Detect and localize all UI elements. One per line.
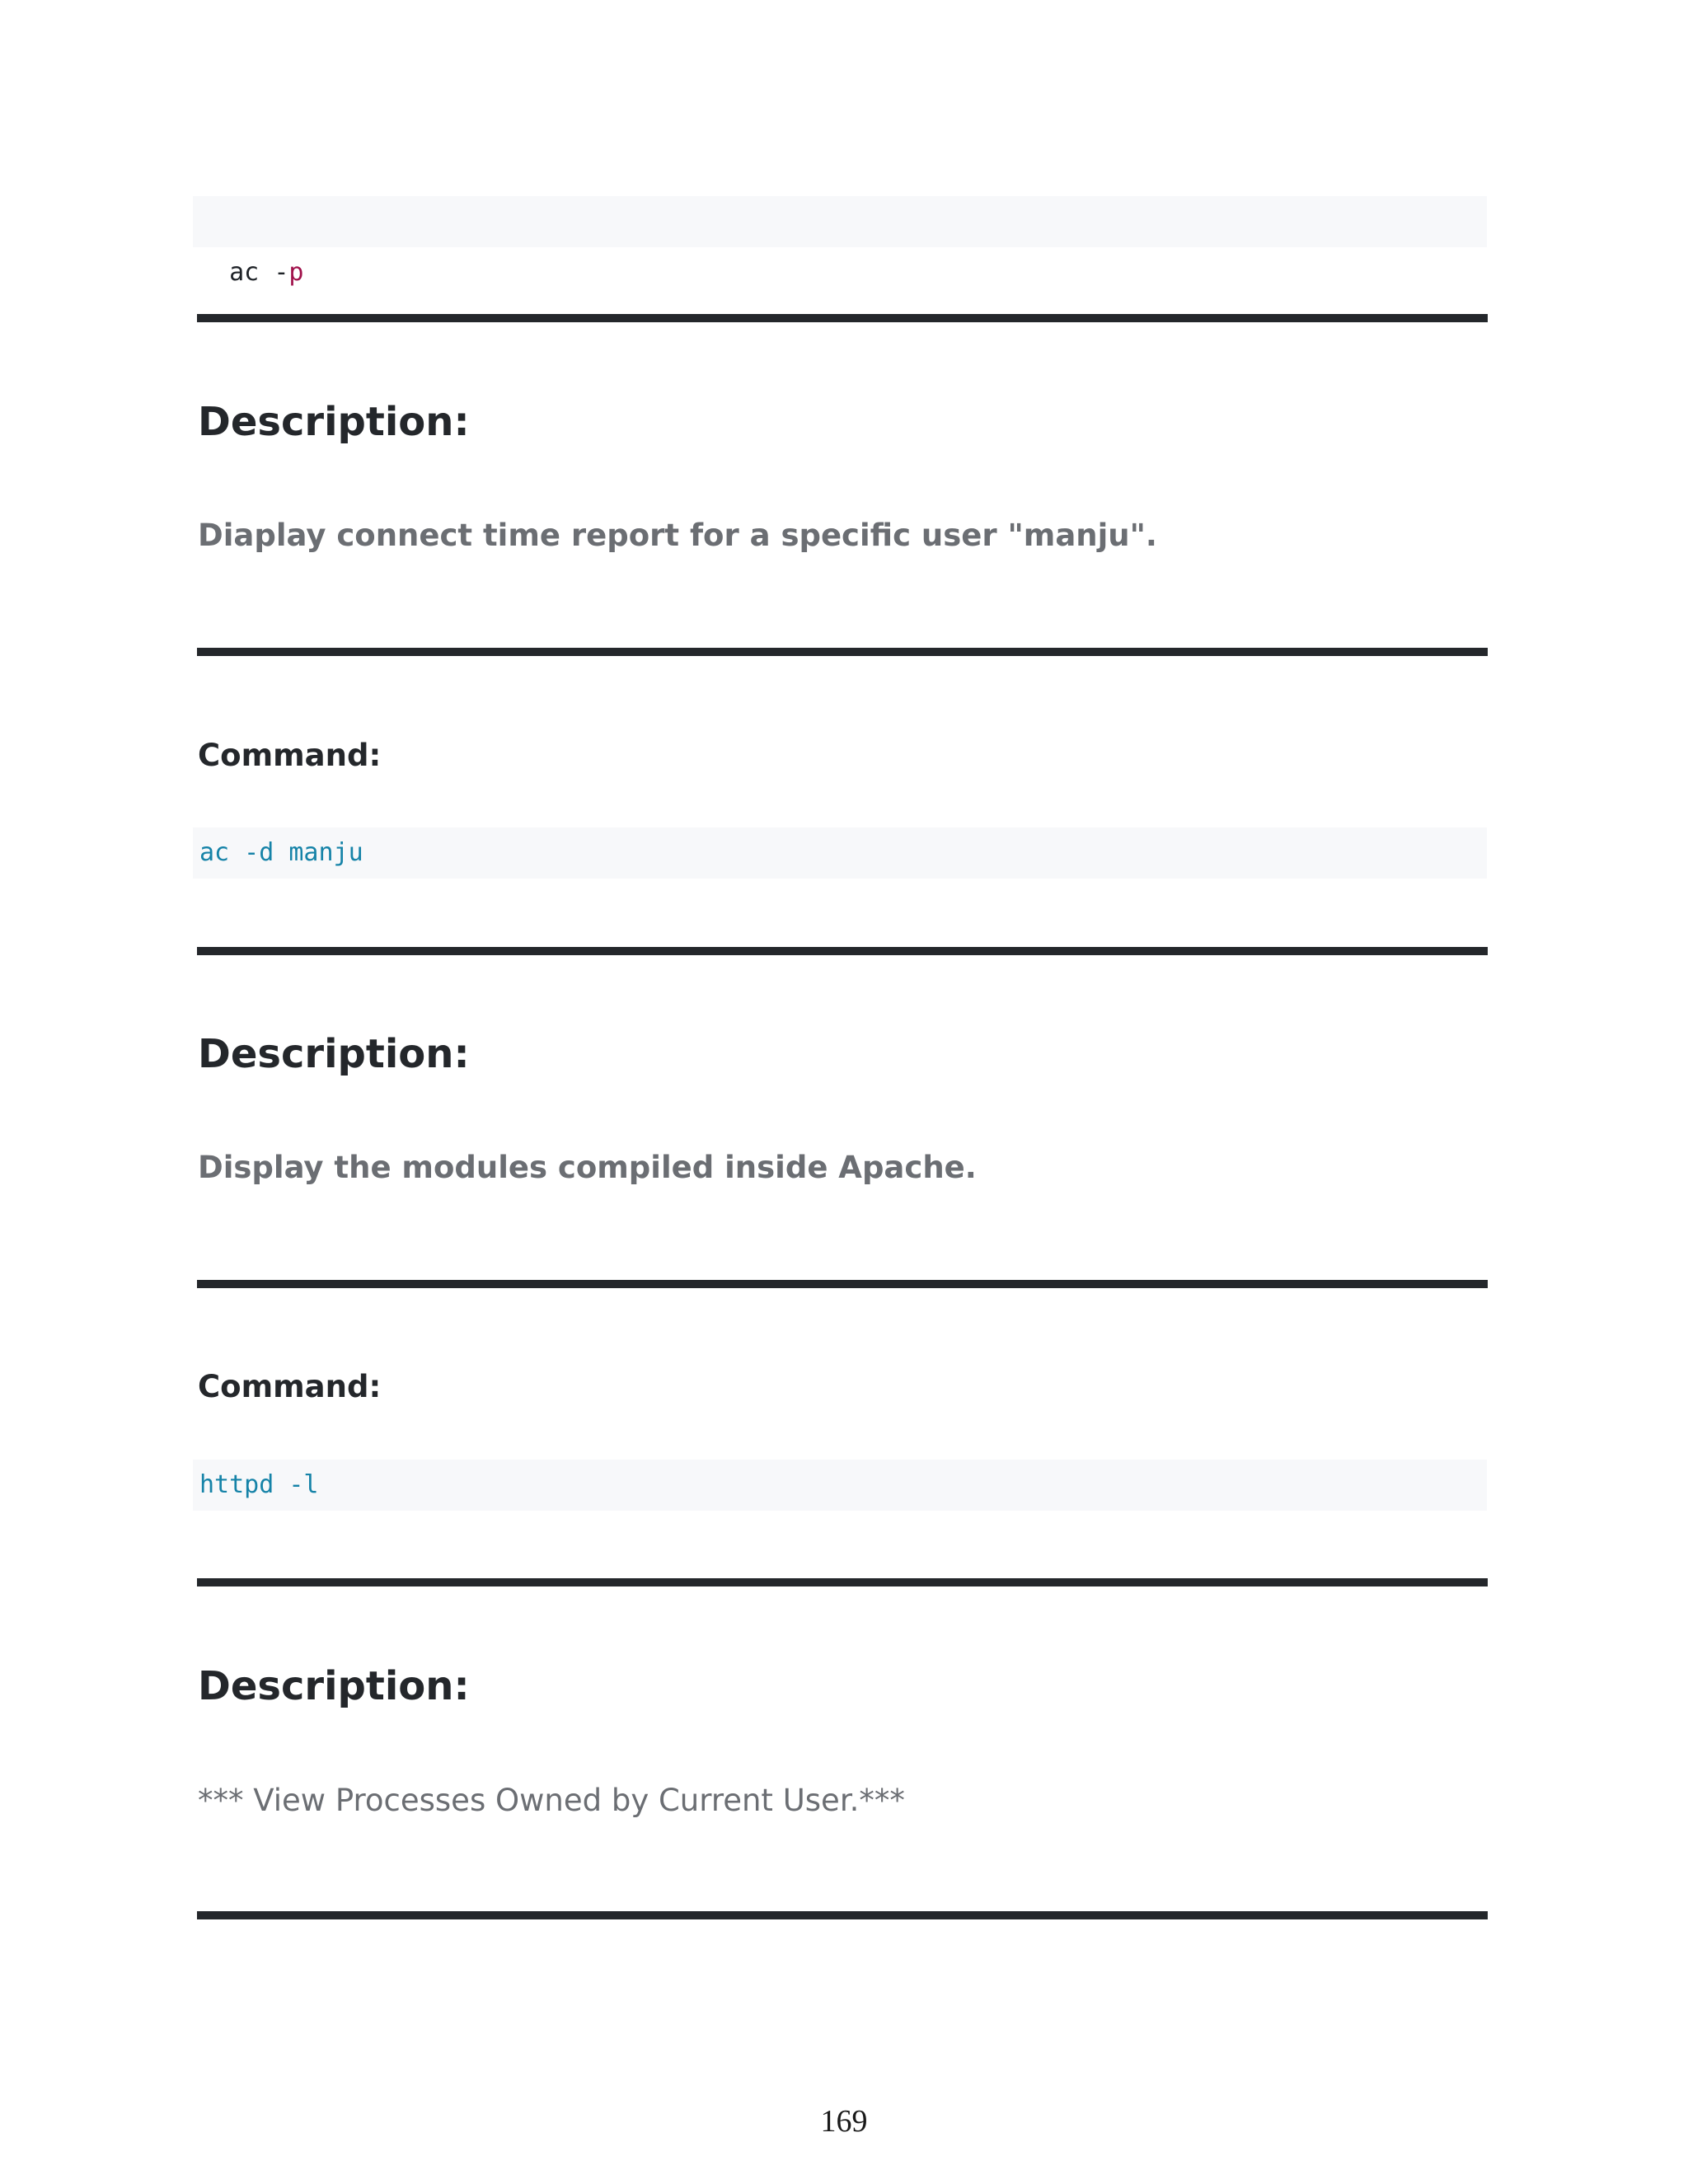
horizontal-rule: [197, 1280, 1488, 1288]
description-text: *** View Processes Owned by Current User.***: [198, 1783, 905, 1818]
horizontal-rule: [197, 648, 1488, 656]
description-text: Diaplay connect time report for a specific user "manju".: [198, 518, 1157, 553]
horizontal-rule: [197, 947, 1488, 955]
code-flag-token: p: [288, 258, 304, 287]
command-code-block: ac -d manju: [193, 827, 1487, 879]
command-code-block: httpd -l: [193, 1460, 1487, 1511]
code-block-ac-p: [193, 196, 1487, 287]
description-heading: Description:: [198, 1031, 470, 1077]
horizontal-rule: [197, 1911, 1488, 1919]
code-token: -: [274, 258, 289, 287]
code-token: ac: [229, 258, 274, 287]
horizontal-rule: [197, 1578, 1488, 1586]
command-label: Command:: [198, 1369, 382, 1404]
description-heading: Description:: [198, 1663, 470, 1709]
horizontal-rule: [197, 314, 1488, 322]
description-text: Display the modules compiled inside Apache.: [198, 1150, 977, 1185]
command-label: Command:: [198, 738, 382, 773]
page-number: 169: [820, 2104, 868, 2139]
description-heading: Description:: [198, 399, 470, 445]
